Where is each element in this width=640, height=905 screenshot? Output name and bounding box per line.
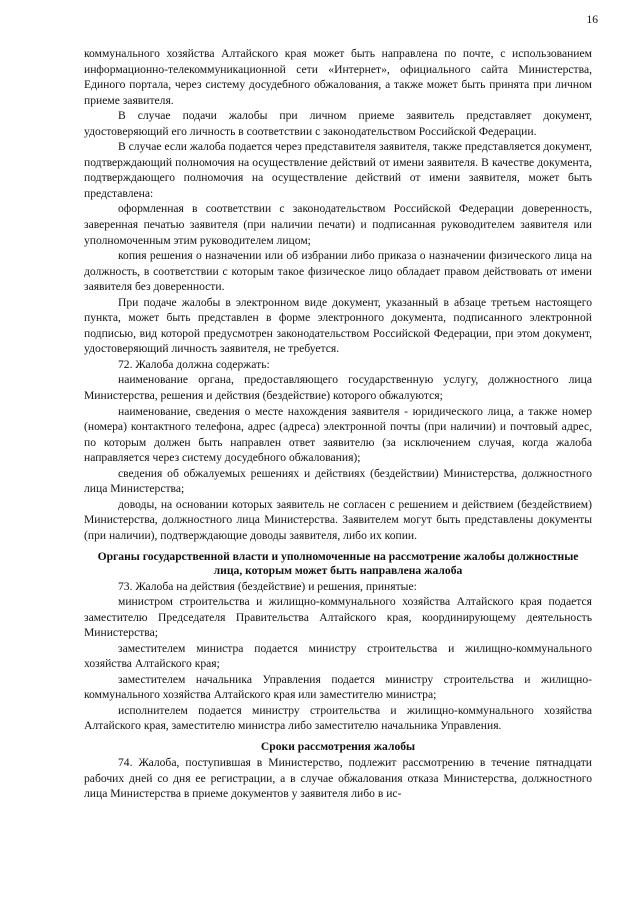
document-body — [84, 46, 592, 802]
section-heading: Сроки рассмотрения жалобы — [260, 739, 416, 753]
paragraph: коммунального хозяйства Алтайского края может быть направлена по почте, с использованием информационно-телекоммуникационной сети «Интернет», официального сайта Министерства, Единого портала, через систему досудебного обжалования, а также может быть принята при личном приеме заявителя. — [84, 47, 592, 107]
paragraph: 74. Жалоба, поступившая в Министерство, подлежит рассмотрению в течение пятнадцати рабочих дней со дня ее регистрации, а в случае обжалования отказа Министерства, должностного лица Министерства в приеме документов у заявителя либо в ис- — [84, 755, 592, 801]
paragraph: наименование органа, предоставляющего государственную услугу, должностного лица Министерства, решения и действия (бездействие) которого обжалуются; — [84, 373, 592, 403]
paragraph: заместителем начальника Управления подается министру строительства и жилищно-коммунального хозяйства Алтайского края или заместителю министра; — [84, 672, 592, 702]
paragraph: В случае подачи жалобы при личном приеме заявитель представляет документ, удостоверяющий его личность в соответствии с законодательством Российской Федерации. — [84, 109, 592, 138]
paragraph: копия решения о назначении или об избрании либо приказа о назначении физического лица на должность, в соответствии с которым такое физическое лицо обладает правом действовать от имени заявителя без доверенности. — [84, 249, 592, 294]
paragraph: доводы, на основании которых заявитель не согласен с решением и действием (бездействием) Министерства, должностного лица Министерства. Заявителем могут быть представлены документы (при наличии), подтверждающие доводы заявителя, либо их копии. — [84, 497, 592, 542]
paragraph: министром строительства и жилищно-коммунального хозяйства Алтайского края подается заместителю Председателя Правительства Алтайского края, координирующему деятельность Министерства; — [84, 595, 592, 640]
paragraph: сведения об обжалуемых решениях и действиях (бездействии) Министерства, должностного лица Министерства; — [84, 466, 592, 496]
section-heading: Органы государственной власти и уполномоченные на рассмотрение жалобы должностные лица, которым может быть направлена жалоба — [97, 549, 579, 577]
paragraph: При подаче жалобы в электронном виде документ, указанный в абзаце третьем настоящего пункта, может быть представлен в форме электронного документа, подписанного электронной подписью, вид которой предусмотрен законодательством Российской Федерации, при этом документ, удостоверяющий личность заявителя, не требуется. — [84, 295, 592, 356]
paragraph: заместителем министра подается министру строительства и жилищно-коммунального хозяйства Алтайского края; — [84, 641, 592, 671]
paragraph: 73. Жалоба на действия (бездействие) и решения, принятые: — [118, 579, 417, 593]
paragraph: оформленная в соответствии с законодательством Российской Федерации доверенность, заверенная печатью заявителя (при наличии печати) и подписанная руководителем заявителя или уполномоченным этим руководителем лицом; — [84, 202, 592, 247]
paragraph: В случае если жалоба подается через представителя заявителя, также представляется документ, подтверждающий полномочия на осуществление действий от имени заявителя. В качестве документа, подтверждающего полномочия на осуществление действий от имени заявителя, может быть представлена: — [84, 140, 592, 200]
paragraph: исполнителем подается министру строительства и жилищно-коммунального хозяйства Алтайского края, заместителю министра либо заместителю начальника Управления. — [84, 703, 592, 733]
page-number: 16 — [586, 14, 598, 26]
paragraph: наименование, сведения о месте нахождения заявителя - юридического лица, а также номер (номера) контактного телефона, адрес (адреса) электронной почты (при наличии) и почтовый адрес, по которым должен быть направлен ответ заявителю (за исключением случая, когда жалоба направляется через систему досудебного обжалования); — [84, 404, 592, 465]
paragraph: 72. Жалоба должна содержать: — [118, 357, 270, 371]
